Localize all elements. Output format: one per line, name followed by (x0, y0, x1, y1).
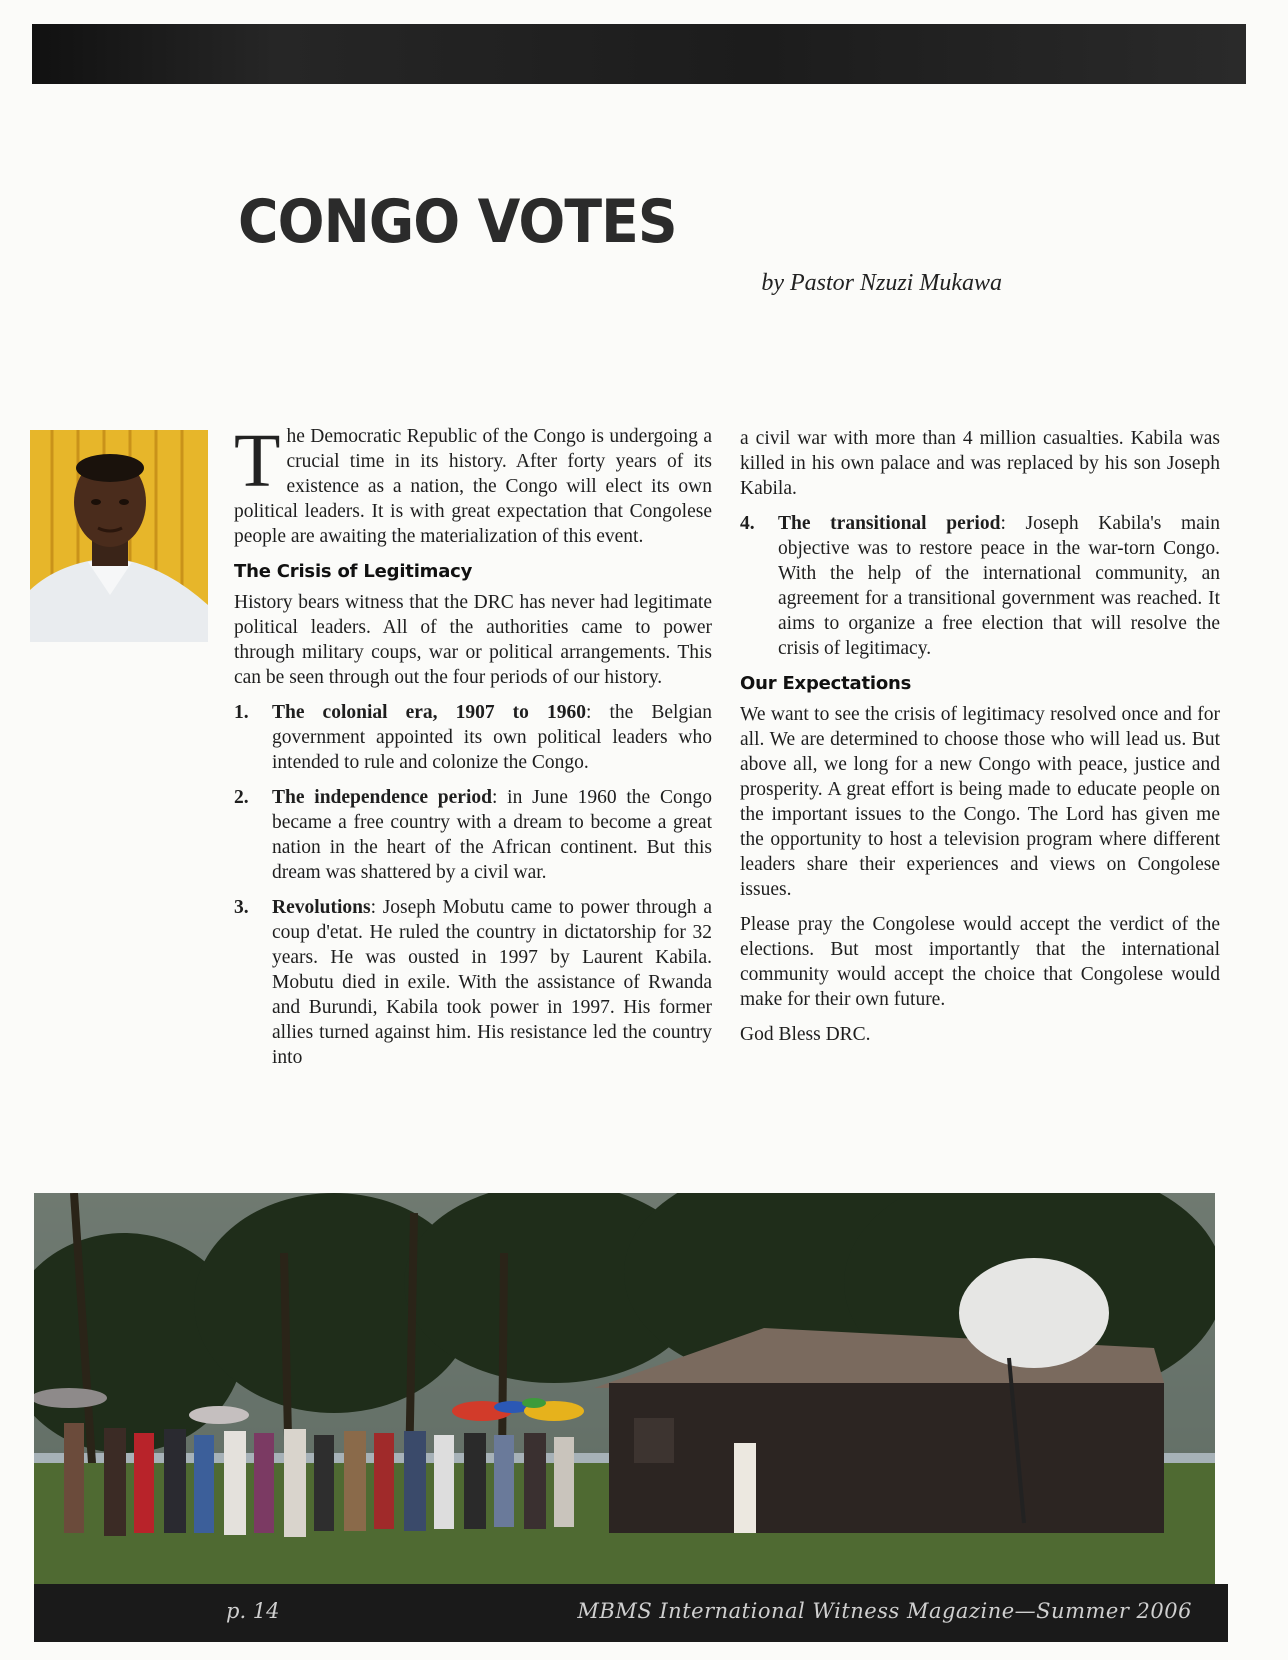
list-item (234, 700, 712, 775)
list-item-text: : Joseph Kabila's main objective was to restore peace in the war-torn Congo. With the help of the international community, an agreement for a transitional government was reached. It aims to organize a free election that will resolve the crisis of legitimacy. (778, 513, 1220, 659)
list-item-label: The colonial era, 1907 to 1960 (272, 702, 586, 723)
byline: by Pastor Nzuzi Mukawa (761, 270, 1002, 296)
page-number: p. 14 (226, 1599, 280, 1623)
list-item-text: : in June 1960 the Congo became a free country with a dream to become a great nation in the heart of the African continent. But this dream was shattered by a civil war. (272, 787, 712, 883)
magazine-title: MBMS International Witness Magazine—Summer 2006 (577, 1599, 1192, 1623)
expectations-paragraph-2: Please pray the Congolese would accept the verdict of the elections. But most importantly that the international community would accept the choice that Congolese would make for their own future. (740, 914, 1220, 1010)
list-item (740, 511, 1220, 661)
top-banner-bar (32, 24, 1246, 84)
periods-list (234, 700, 712, 1070)
list-item-number: 4. (740, 513, 755, 534)
list-item (234, 895, 712, 1070)
list-item-number: 1. (234, 702, 249, 723)
intro-paragraph (234, 419, 712, 549)
list-item-number: 3. (234, 897, 249, 918)
list-item-number: 2. (234, 787, 249, 808)
expectations-heading: Our Expectations (740, 673, 912, 694)
left-column (234, 419, 712, 1080)
list-item-label: The independence period (272, 787, 492, 808)
intro-text: he Democratic Republic of the Congo is undergoing a crucial time in its history. After forty years of its existence as a nation, the Congo will elect its own political leaders. It is with great expectation that Congolese people are awaiting the materialization of this event. (234, 426, 712, 547)
periods-list-continued (740, 511, 1220, 661)
expectations-paragraph-1: We want to see the crisis of legitimacy resolved once and for all. We are determined to choose those who will lead us. But above all, we long for a new Congo with peace, justice and prosperity. A great effort is being made to educate people on the important issues to the Congo. The Lord has given me the opportunity to host a television program where different leaders share their experiences and views on Congolese issues. (740, 704, 1220, 900)
list-item-text: : Joseph Mobutu came to power through a coup d'etat. He ruled the country in dictatorship for 32 years. He was ousted in 1997 by Laurent Kabila. Mobutu died in exile. With the assistance of Rwanda and Burundi, Kabila took power in 1997. His former allies turned against him. His resistance led the country into (272, 897, 712, 1068)
crisis-heading: The Crisis of Legitimacy (234, 561, 473, 582)
drop-cap: T (234, 419, 281, 503)
list-item-label: Revolutions (272, 897, 371, 918)
crisis-paragraph: History bears witness that the DRC has never had legitimate political leaders. All of the authorities came to power through military coups, war or political arrangements. This can be seen through out the four periods of our history. (234, 592, 712, 688)
list-item-text: : the Belgian government appointed its own political leaders who intended to rule and colonize the Congo. (272, 702, 712, 773)
article-title: CONGO VOTES (238, 187, 677, 257)
closing-line: God Bless DRC. (740, 1024, 871, 1045)
author-portrait (30, 430, 208, 642)
right-column (740, 426, 1220, 1057)
election-queue-photo (34, 1193, 1215, 1597)
period3-continued: a civil war with more than 4 million casualties. Kabila was killed in his own palace and was replaced by his son Joseph Kabila. (740, 428, 1220, 499)
list-item-label: The transitional period (778, 513, 1001, 534)
list-item (234, 785, 712, 885)
footer-bar (34, 1584, 1228, 1642)
